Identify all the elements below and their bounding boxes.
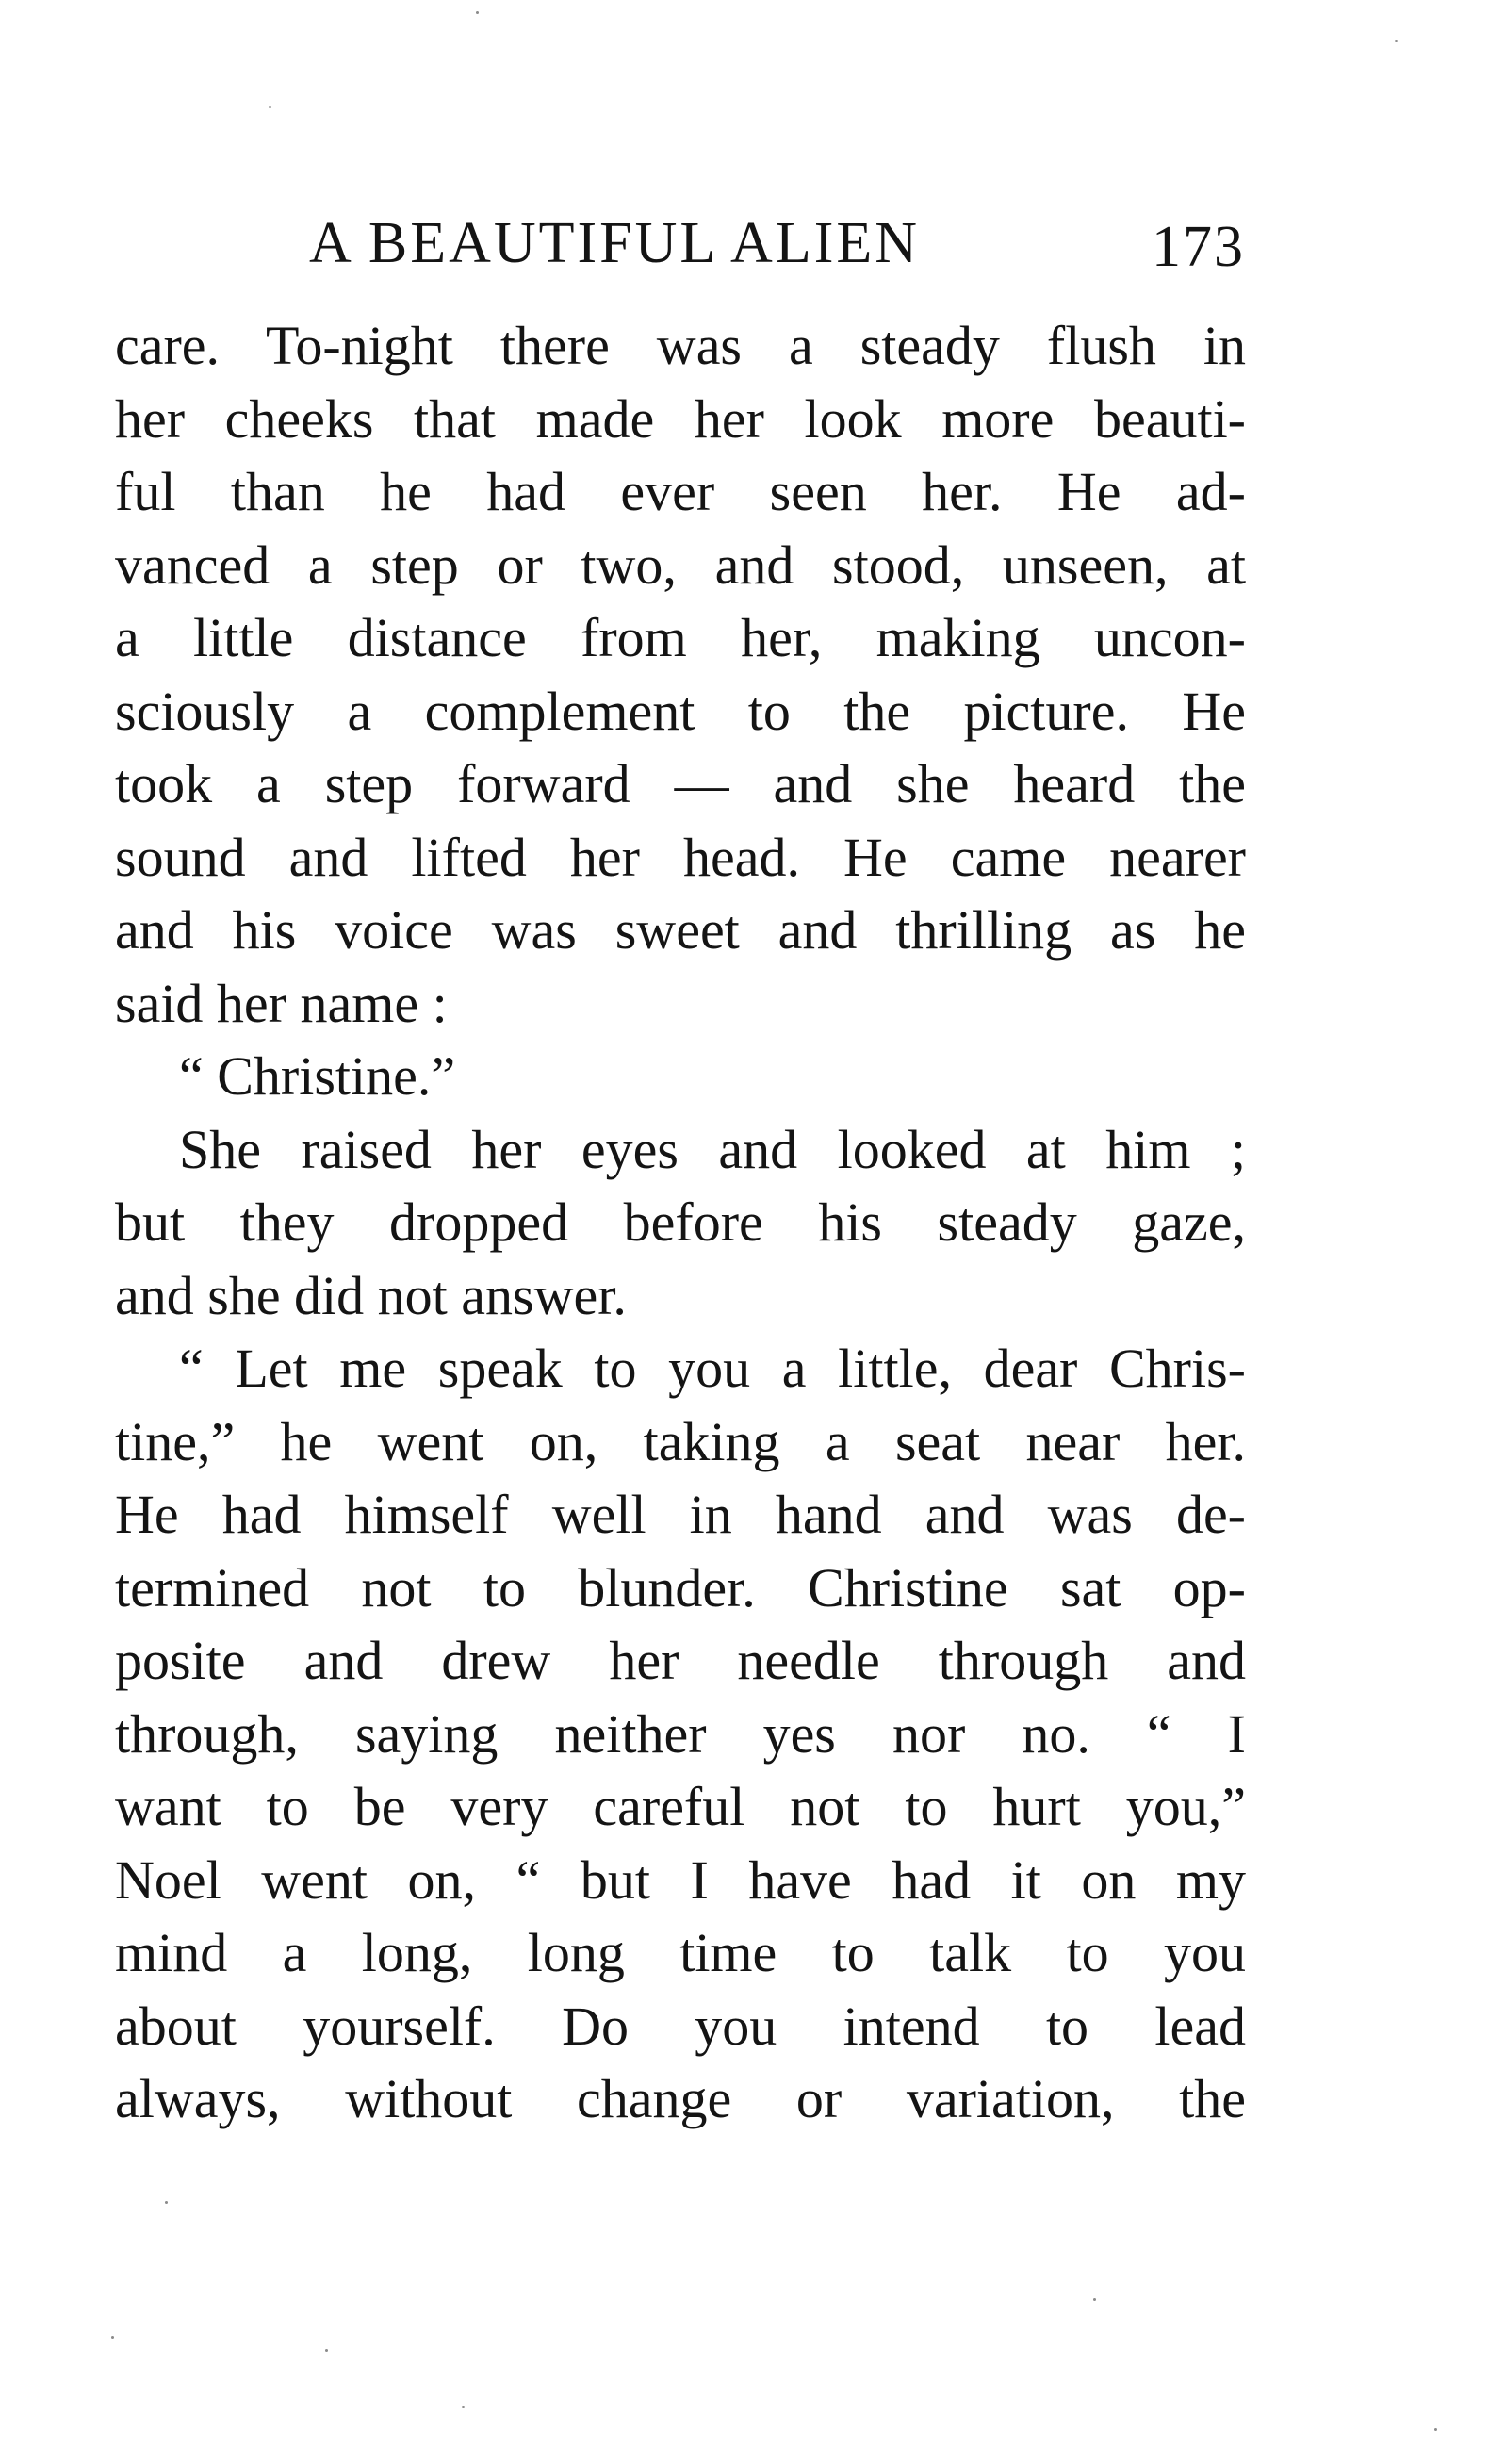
dust-speck [1093,2298,1096,2301]
text-line: posite and drew her needle through and [115,1630,1246,1691]
text-line: He had himself well in hand and was de- [115,1484,1246,1545]
text-line: and his voice was sweet and thrilling as he [115,899,1246,961]
text-line: termined not to blunder. Christine sat op- [115,1556,1246,1618]
text-line: about yourself. Do you intend to lead [115,1995,1246,2057]
text-line: a little distance from her, making uncon- [115,607,1246,668]
text-line: sciously a complement to the picture. He [115,680,1246,742]
dust-speck [325,2349,328,2352]
text-line: always, without change or variation, the [115,2068,1246,2129]
dust-speck [462,2406,465,2408]
running-title: A BEAUTIFUL ALIEN [309,211,920,275]
page-number: 173 [1152,215,1245,279]
text-line: took a step forward — and she heard the [115,753,1246,814]
text-line: mind a long, long time to talk to you [115,1922,1246,1983]
dust-speck [111,2336,114,2339]
text-line: sound and lifted her head. He came nearer [115,826,1246,888]
dust-speck [1395,40,1398,42]
text-line: want to be very careful not to hurt you,” [115,1776,1246,1837]
text-line: Noel went on, “ but I have had it on my [115,1848,1246,1911]
dust-speck [269,106,271,108]
running-head [309,205,1252,281]
text-line: “ Christine.” [179,1045,456,1107]
dust-speck [165,2201,168,2204]
dust-speck [1434,2428,1437,2431]
text-line: tine,” he went on, taking a seat near her. [115,1410,1246,1472]
text-line: but they dropped before his steady gaze, [115,1191,1246,1253]
dust-speck [476,11,479,14]
text-line: her cheeks that made her look more beauti- [115,387,1246,450]
text-line: vanced a step or two, and stood, unseen, at [115,534,1246,596]
text-line: ful than he had ever seen her. He ad- [115,461,1246,522]
text-line: through, saying neither yes nor no. “ I [115,1702,1246,1765]
text-line: and she did not answer. [115,1264,627,1326]
text-line: said her name : [115,972,448,1034]
text-line: She raised her eyes and looked at him ; [179,1118,1246,1180]
text-line: care. To-night there was a steady flush in [115,315,1246,376]
text-line: “ Let me speak to you a little, dear Chris- [179,1338,1246,1399]
body-text [115,309,1246,2136]
